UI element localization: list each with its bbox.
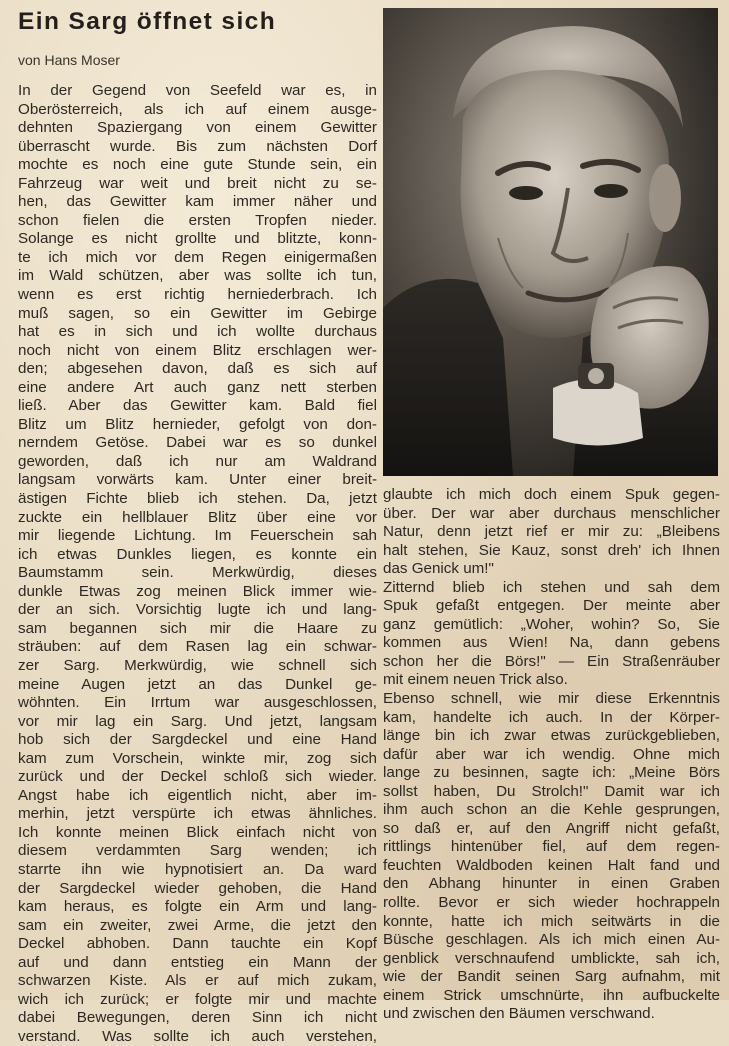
right-column-line: schon her die Börs!" — Ein Straßenräuber xyxy=(383,652,720,670)
left-column-line: zer Sarg. Merkwürdig, wie schnell sich xyxy=(18,656,377,674)
left-column-line: der an sich. Vorsichtig lugte ich und lang- xyxy=(18,601,377,619)
left-column-line: starrte ihn wie hypnotisiert an. Da ward xyxy=(18,860,377,878)
right-column-line: wie der Bandit seinen Sarg aufnahm, mit xyxy=(383,968,720,986)
right-column-line: Ebenso schnell, wie mir diese Erkenntnis xyxy=(383,690,720,708)
left-column-line: Baumstamm sein. Merkwürdig, dieses xyxy=(18,564,377,582)
right-column-line: rittlings hintenüber fiel, auf dem regen- xyxy=(383,838,720,856)
left-column-line: Ich konnte meinen Blick einfach nicht von xyxy=(18,823,377,841)
left-column-line: überrascht wurde. Bis zum nächsten Dorf xyxy=(18,137,377,155)
article-column-right xyxy=(383,486,720,1024)
left-column-line: verstand. Was sollte ich auch verstehen, xyxy=(18,1027,377,1045)
left-column-line: nerndem Getöse. Dabei war es so dunkel xyxy=(18,434,377,452)
left-column-line: ästigen Fichte blieb ich stehen. Da, jetzt xyxy=(18,490,377,508)
left-column-line: vor mir lag ein Sarg. Und jetzt, langsam xyxy=(18,712,377,730)
left-column-line: wenn es erst richtig herniederbrach. Ich xyxy=(18,286,377,304)
left-column-line: Oberösterreich, als ich auf einem ausge- xyxy=(18,100,377,118)
right-column-line: genblick verschnaufend umblickte, sah ich, xyxy=(383,949,720,967)
right-column-line: Spuk gefaßt entgegen. Der meinte aber xyxy=(383,597,720,615)
left-column-line: mir liegende Lichtung. Im Feuerschein sah xyxy=(18,527,377,545)
left-column-line: dabei Bewegungen, deren Sinn ich nicht xyxy=(18,1009,377,1027)
right-column-line: sollst haben, Du Strolch!" Damit war ich xyxy=(383,782,720,800)
right-column-line: dafür aber war ich wendig. Ohne mich xyxy=(383,745,720,763)
right-column-line: glaubte ich mich doch einem Spuk gegen- xyxy=(383,486,720,503)
left-column-line: zuckte ein hellblauer Blitz über eine vor xyxy=(18,508,377,526)
left-column-line: Angst habe ich eigentlich nicht, aber im- xyxy=(18,786,377,804)
author-portrait-photo xyxy=(383,8,718,476)
right-column-line: ihm auch schon an die Kehle gesprungen, xyxy=(383,801,720,819)
right-column-line: den Abhang hinunter in einen Graben xyxy=(383,875,720,893)
left-column-line: dehnten Spaziergang von einem Gewitter xyxy=(18,119,377,137)
right-column-line: Natur, denn jetzt rief er mir zu: „Bleibens xyxy=(383,523,720,541)
left-column-line: meine Augen jetzt an das Dunkel ge- xyxy=(18,675,377,693)
left-column-line: der Sargdeckel wieder gehoben, die Hand xyxy=(18,879,377,897)
left-column-line: Blitz um Blitz hernieder, gefolgt von don- xyxy=(18,415,377,433)
article-byline: von Hans Moser xyxy=(18,52,120,68)
left-column-line: ich etwas Dunkles liegen, es konnte ein xyxy=(18,545,377,563)
right-column-line: einem Strick umschnürte, ihn aufbuckelte xyxy=(383,986,720,1004)
right-column-line: halt stehen, Sie Kauz, sonst dreh' ich Ihnen xyxy=(383,541,720,559)
left-column-line: auf und dann entstieg ein Mann der xyxy=(18,953,377,971)
left-column-line: kam heraus, es folgte ein Arm und lang- xyxy=(18,898,377,916)
left-column-line: Fahrzeug war weit und breit nicht zu se- xyxy=(18,174,377,192)
left-column-line: Deckel abhoben. Dann tauchte ein Kopf xyxy=(18,935,377,953)
right-column-line: konnte, hatte ich mich seitwärts in die xyxy=(383,912,720,930)
left-column-line: sträuben: auf dem Rasen lag ein schwar- xyxy=(18,638,377,656)
left-column-line: im Wald schützen, aber was sollte ich tun, xyxy=(18,267,377,285)
right-column-line: Büsche geschlagen. Als ich mich einen Au- xyxy=(383,931,720,949)
left-column-line: kam zum Vorschein, winkte mir, zog sich xyxy=(18,749,377,767)
article-column-left xyxy=(18,82,377,1046)
right-column-line: über. Der war aber durchaus menschlicher xyxy=(383,504,720,522)
article-title: Ein Sarg öffnet sich xyxy=(18,8,277,35)
left-column-line: wöhnten. Ein Irrtum war ausgeschlossen, xyxy=(18,694,377,712)
right-column-line: und zwischen den Bäumen verschwand. xyxy=(383,1005,655,1023)
left-column-line: schon fielen die ersten Tropfen nieder. xyxy=(18,211,377,229)
left-column-line: zurück und der Deckel schloß sich wieder. xyxy=(18,768,377,786)
left-column-line: wich ich zurück; er folgte mir und machte xyxy=(18,990,377,1008)
left-column-line: den; abgesehen davon, daß es sich auf xyxy=(18,360,377,378)
left-column-line: sam begannen sich mir die Haare zu xyxy=(18,619,377,637)
left-column-line: geworden, daß ich nur am Waldrand xyxy=(18,452,377,470)
right-column-line: Zitternd blieb ich stehen und sah dem xyxy=(383,578,720,596)
left-column-line: sam ein zweiter, zwei Arme, die jetzt den xyxy=(18,916,377,934)
right-column-line: das Genick um!" xyxy=(383,560,494,578)
right-column-line: so daß er, auf den Angriff nicht gefaßt, xyxy=(383,819,720,837)
left-column-line: Solange es nicht grollte und blitzte, konn- xyxy=(18,230,377,248)
left-column-line: te ich mich vor dem Regen einigermaßen xyxy=(18,248,377,266)
left-column-line: schwarzen Kiste. Als er auf mich zukam, xyxy=(18,972,377,990)
left-column-line: merhin, jetzt verspürte ich etwas ähnliches. xyxy=(18,805,377,823)
left-column-line: noch nicht von einem Blitz erschlagen wer- xyxy=(18,341,377,359)
right-column-line: rollte. Bevor er sich wieder hochrappeln xyxy=(383,894,720,912)
left-column-line: dunkle Etwas zog meinen Blick immer wie- xyxy=(18,582,377,600)
left-column-line: mochte es noch eine gute Stunde sein, ein xyxy=(18,156,377,174)
left-column-line: muß sagen, so ein Gewitter im Gebirge xyxy=(18,304,377,322)
left-column-line: eine andere Art auch ganz nett sterben xyxy=(18,378,377,396)
left-column-line: hob sich der Sargdeckel und eine Hand xyxy=(18,731,377,749)
left-column-line: hat es in sich und ich wollte durchaus xyxy=(18,323,377,341)
right-column-line: länge bin ich zwar etwas zurückgeblieben, xyxy=(383,727,720,745)
left-column-line: diesem verdammten Sarg wenden; ich xyxy=(18,842,377,860)
left-column-line: In der Gegend von Seefeld war es, in xyxy=(18,82,377,99)
right-column-line: lange zu besinnen, sagte ich: „Meine Börs xyxy=(383,764,720,782)
right-column-line: kam, handelte ich auch. In der Körper- xyxy=(383,708,720,726)
right-column-line: ganz gemütlich: „Woher, wohin? So, Sie xyxy=(383,615,720,633)
right-column-line: mit einem neuen Trick also. xyxy=(383,671,568,689)
left-column-line: langsam vorwärts kam. Unter einer breit- xyxy=(18,471,377,489)
left-column-line: ließ. Aber das Gewitter kam. Bald fiel xyxy=(18,397,377,415)
right-column-line: kommen aus Wien! Na, dann gebens xyxy=(383,634,720,652)
right-column-line: feuchten Waldboden keinen Halt fand und xyxy=(383,856,720,874)
left-column-line: hen, das Gewitter kam immer näher und xyxy=(18,193,377,211)
